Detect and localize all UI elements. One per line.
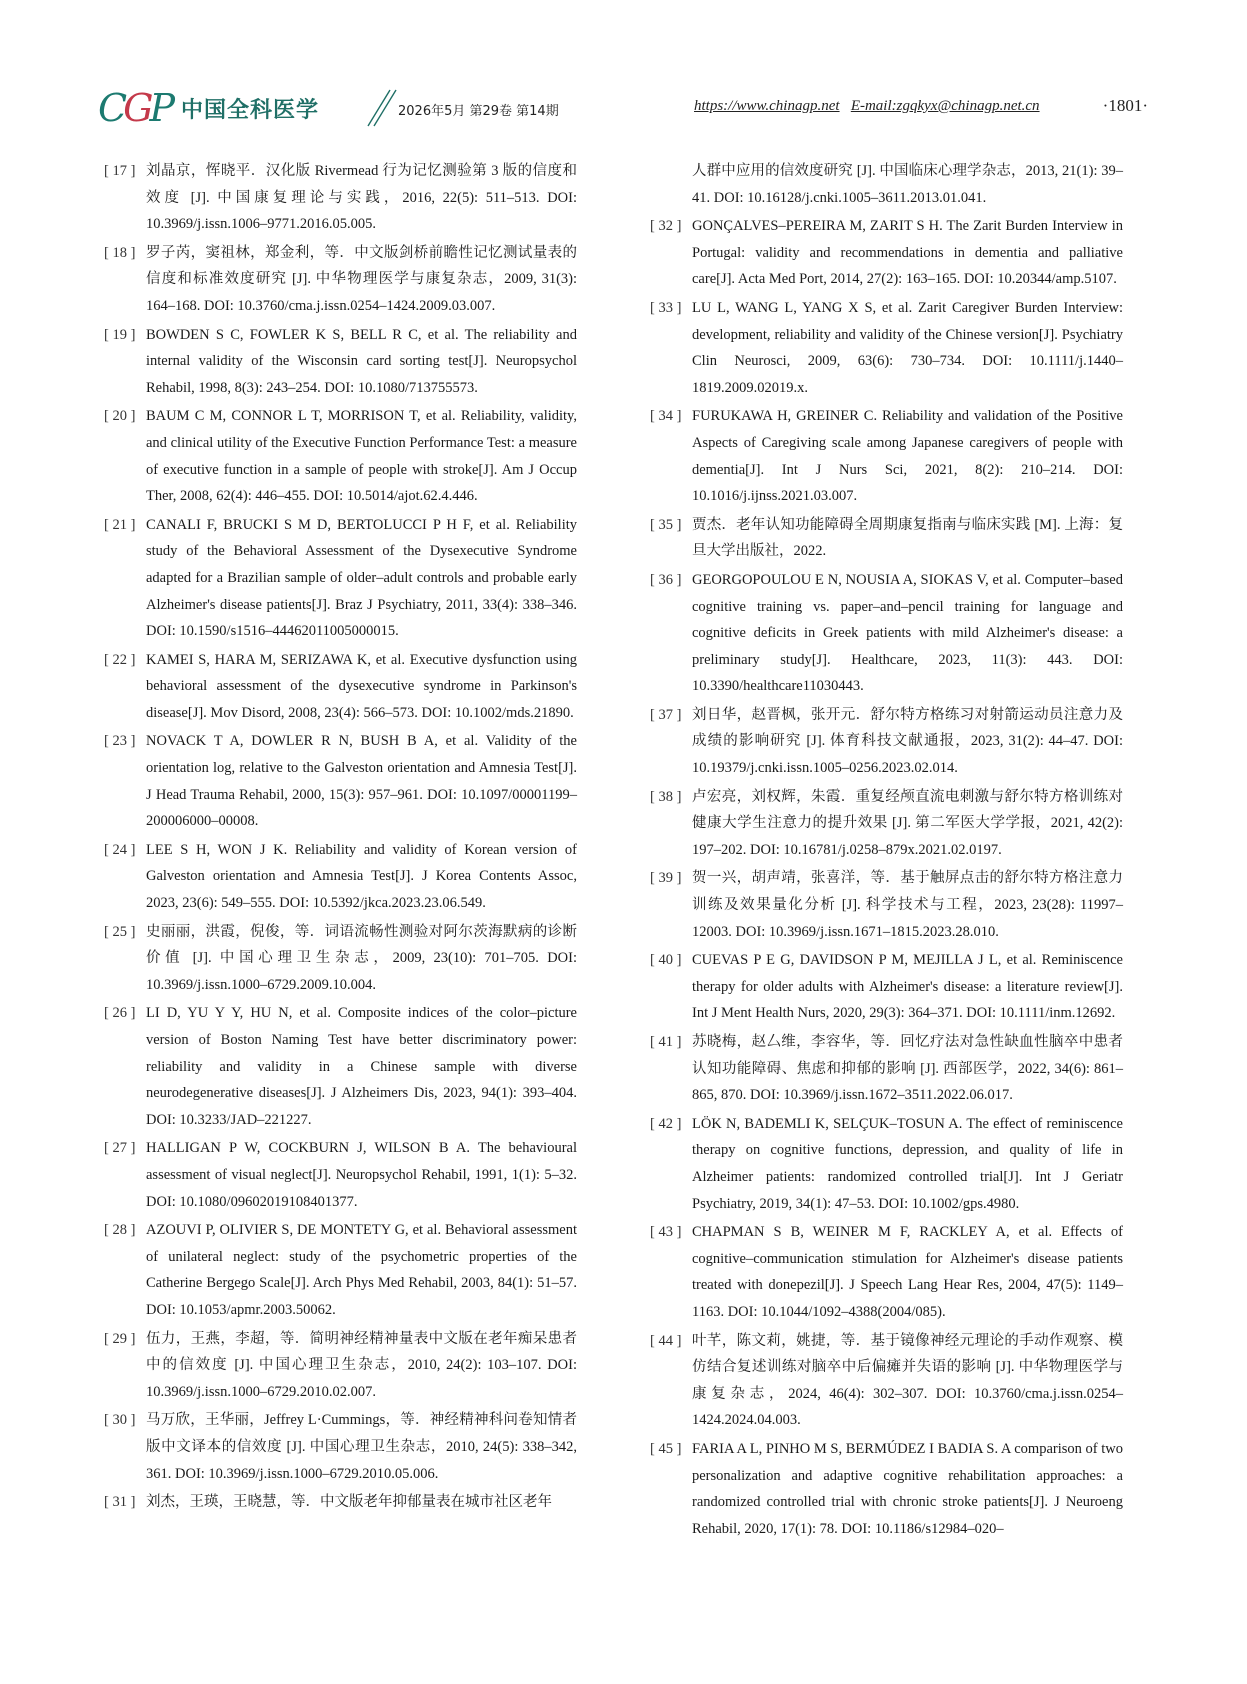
reference-item <box>104 1000 577 1133</box>
reference-number: [ 21 ] <box>104 516 136 533</box>
reference-text: 罗子芮，窦祖林，郑金利，等．中文版剑桥前瞻性记忆测试量表的信度和标准效度研究 [J]. 中华物理医学与康复杂志，2009, 31(3): 164–168. DOI: 10.3760/cma.j.issn.0254–1424.2009.03.007. <box>146 244 577 314</box>
reference-number: [ 24 ] <box>104 841 136 858</box>
reference-text: 贾杰．老年认知功能障碍全周期康复指南与临床实践 [M]. 上海：复旦大学出版社，2022. <box>692 516 1123 560</box>
reference-text: FARIA A L, PINHO M S, BERMÚDEZ I BADIA S. A comparison of two personalization and adaptive cognitive rehabilitation approaches: a randomized controlled trial with chronic stroke patients[J]. J Neuroeng Rehabil, 2020, 17(1): 78. DOI: 10.1186/s12984–020– <box>692 1440 1123 1537</box>
reference-text: 马万欣，王华丽，Jeffrey L·Cummings，等．神经精神科问卷知情者版中文译本的信效度 [J]. 中国心理卫生杂志，2010, 24(5): 338–342, 361. DOI: 10.3969/j.issn.1000–6729.2010.05.006. <box>146 1412 577 1482</box>
reference-text: 人群中应用的信效度研究 [J]. 中国临床心理学杂志，2013, 21(1): 39–41. DOI: 10.16128/j.cnki.1005–3611.2013.01.041. <box>692 163 1123 206</box>
reference-column-right <box>650 158 1123 1544</box>
reference-item <box>650 947 1123 1027</box>
reference-item <box>650 403 1123 509</box>
reference-item <box>650 784 1123 864</box>
reference-number: [ 23 ] <box>104 733 136 750</box>
reference-number: [ 22 ] <box>104 651 136 668</box>
page-number: ·1801· <box>1102 96 1148 115</box>
reference-text: 刘日华，赵晋枫，张开元．舒尔特方格练习对射箭运动员注意力及成绩的影响研究 [J]. 体育科技文献通报，2023, 31(2): 44–47. DOI: 10.19379/j.cnki.issn.1005–0256.2023.02.014. <box>692 706 1123 777</box>
website-link[interactable]: https://www.chinagp.net <box>694 98 840 114</box>
reference-text: 苏晓梅，赵厶维，李容华，等．回忆疗法对急性缺血性脑卒中患者认知功能障碍、焦虑和抑郁的影响 [J]. 西部医学，2022, 34(6): 861–865, 870. DOI: 10.3969/j.issn.1672–3511.2022.06.017. <box>692 1034 1123 1104</box>
reference-item <box>104 1326 577 1406</box>
reference-item <box>650 295 1123 401</box>
reference-text: 史丽丽，洪霞，倪俊，等．词语流畅性测验对阿尔茨海默病的诊断价值 [J]. 中国心理卫生杂志，2009, 23(10): 701–705. DOI: 10.3969/j.issn.1000–6729.2009.10.004. <box>146 923 577 993</box>
page-header <box>98 86 1148 132</box>
reference-text: CHAPMAN S B, WEINER M F, RACKLEY A, et al. Effects of cognitive–communication stimulation for Alzheimer's disease patients treated with donepezil[J]. J Speech Lang Hear Res, 2004, 47(5): 1149–1163. DOI: 10.1044/1092–4388(2004/085). <box>692 1224 1123 1320</box>
reference-item <box>104 403 577 509</box>
reference-number: [ 39 ] <box>650 870 682 887</box>
reference-number: [ 26 ] <box>104 1005 136 1022</box>
reference-text: CUEVAS P E G, DAVIDSON P M, MEJILLA J L, et al. Reminiscence therapy for older adults with Alzheimer's disease: a literature review[J]. Int J Ment Health Nurs, 2020, 29(3): 364–371. DOI: 10.1111/inm.12692. <box>692 952 1123 1022</box>
journal-name: 中国全科医学 <box>181 97 320 123</box>
reference-item <box>650 1111 1123 1217</box>
reference-item <box>650 1029 1123 1109</box>
reference-text: NOVACK T A, DOWLER R N, BUSH B A, et al. Validity of the orientation log, relative to the Galveston orientation and Amnesia Test[J]. J Head Trauma Rehabil, 2000, 15(3): 957–961. DOI: 10.1097/00001199–200006000–00008. <box>146 733 577 830</box>
reference-item <box>650 1219 1123 1325</box>
reference-number: [ 41 ] <box>650 1034 682 1050</box>
reference-continuation <box>650 158 1123 211</box>
reference-number: [ 33 ] <box>650 299 682 316</box>
reference-text: KAMEI S, HARA M, SERIZAWA K, et al. Executive dysfunction using behavioral assessment of the dysexecutive syndrome in Parkinson's disease[J]. Mov Disord, 2008, 23(4): 566–573. DOI: 10.1002/mds.21890. <box>146 651 577 721</box>
reference-item <box>650 702 1123 782</box>
reference-item <box>650 567 1123 700</box>
reference-number: [ 25 ] <box>104 923 136 940</box>
reference-number: [ 44 ] <box>650 1332 682 1349</box>
logo-mark: CGP <box>98 86 172 130</box>
reference-text: 叶芊，陈文莉，姚捷，等．基于镜像神经元理论的手动作观察、模仿结合复述训练对脑卒中后偏瘫并失语的影响 [J]. 中华物理医学与康复杂志，2024, 46(4): 302–307. DOI: 10.3760/cma.j.issn.0254–1424.2024.04.003. <box>692 1332 1123 1429</box>
reference-item <box>104 1489 577 1516</box>
reference-text: GONÇALVES–PEREIRA M, ZARIT S H. The Zarit Burden Interview in Portugal: validity and recommendations in dementia and palliative care[J]. Acta Med Port, 2014, 27(2): 163–165. DOI: 10.20344/amp.5107. <box>692 218 1123 288</box>
reference-text: LI D, YU Y Y, HU N, et al. Composite indices of the color–picture version of Boston Naming Test have better discriminatory power: reliability and validity in a Chinese sample with diverse neurodegenerative diseases[J]. J Alzheimers Dis, 2023, 94(1): 393–404. DOI: 10.3233/JAD–221227. <box>146 1005 577 1128</box>
reference-item <box>104 728 577 834</box>
reference-column-left <box>104 158 577 1518</box>
reference-item <box>104 512 577 645</box>
reference-item <box>650 512 1123 565</box>
reference-text: 卢宏亮，刘权辉，朱霞．重复经颅直流电刺激与舒尔特方格训练对健康大学生注意力的提升效果 [J]. 第二军医大学学报，2021, 42(2): 197–202. DOI: 10.16781/j.0258–879x.2021.02.0197. <box>692 788 1123 858</box>
reference-number: [ 20 ] <box>104 408 136 425</box>
reference-item <box>104 647 577 727</box>
reference-text: CANALI F, BRUCKI S M D, BERTOLUCCI P H F, et al. Reliability study of the Behavioral Assessment of the Dysexecutive Syndrome adapted for a Brazilian sample of older–adult controls and probable early Alzheimer's disease patients[J]. Braz J Psychiatry, 2011, 33(4): 338–346. DOI: 10.1590/s1516–44462011005000015. <box>146 516 577 640</box>
reference-number: [ 17 ] <box>104 163 136 179</box>
reference-number: [ 37 ] <box>650 706 682 723</box>
reference-text: BAUM C M, CONNOR L T, MORRISON T, et al. Reliability, validity, and clinical utility of the Executive Function Performance Test: a measure of executive function in a sample of people with stroke[J]. Am J Occup Ther, 2008, 62(4): 446–455. DOI: 10.5014/ajot.62.4.446. <box>146 408 577 505</box>
reference-item <box>104 1217 577 1323</box>
reference-item <box>104 1407 577 1487</box>
journal-logo <box>98 88 319 128</box>
reference-number: [ 34 ] <box>650 408 682 425</box>
reference-text: LU L, WANG L, YANG X S, et al. Zarit Caregiver Burden Interview: development, reliability and validity of the Chinese version[J]. Psychiatry Clin Neurosci, 2009, 63(6): 730–734. DOI: 10.1111/j.1440–1819.2009.02019.x. <box>692 299 1123 396</box>
reference-number: [ 30 ] <box>104 1412 136 1429</box>
reference-item <box>104 322 577 402</box>
reference-item <box>104 837 577 917</box>
reference-item <box>104 240 577 320</box>
reference-text: 贺一兴，胡声靖，张喜洋，等．基于触屏点击的舒尔特方格注意力训练及效果量化分析 [J]. 科学技术与工程，2023, 23(28): 11997–12003. DOI: 10.3969/j.issn.1671–1815.2023.28.010. <box>692 870 1123 940</box>
reference-number: [ 31 ] <box>104 1494 136 1511</box>
header-divider-icon <box>360 86 400 130</box>
reference-number: [ 38 ] <box>650 788 682 805</box>
reference-number: [ 35 ] <box>650 516 682 533</box>
email-link[interactable]: E-mail:zgqkyx@chinagp.net.cn <box>850 98 1040 114</box>
reference-item <box>104 158 577 238</box>
reference-number: [ 28 ] <box>104 1222 136 1239</box>
reference-item <box>650 213 1123 293</box>
reference-number: [ 43 ] <box>650 1224 682 1241</box>
reference-number: [ 29 ] <box>104 1330 136 1347</box>
reference-number: [ 27 ] <box>104 1140 136 1157</box>
reference-item <box>104 1135 577 1215</box>
reference-text: BOWDEN S C, FOWLER K S, BELL R C, et al. The reliability and internal validity of the Wisconsin card sorting test[J]. Neuropsychol Rehabil, 1998, 8(3): 243–254. DOI: 10.1080/713755573. <box>146 326 577 396</box>
reference-item <box>650 1436 1123 1542</box>
reference-text: LÖK N, BADEMLI K, SELÇUK–TOSUN A. The effect of reminiscence therapy on cognitive functions, depression, and quality of life in Alzheimer patients: randomized controlled trial[J]. Int J Geriatr Psychiatry, 2019, 34(1): 47–53. DOI: 10.1002/gps.4980. <box>692 1115 1123 1212</box>
reference-number: [ 42 ] <box>650 1115 682 1132</box>
reference-number: [ 40 ] <box>650 952 682 969</box>
reference-text: 刘晶京，恽晓平．汉化版 Rivermead 行为记忆测验第 3 版的信度和效度 [J]. 中国康复理论与实践，2016, 22(5): 511–513. DOI: 10.3969/j.issn.1006–9771.2016.05.005. <box>146 163 577 233</box>
journal-contact <box>694 98 1040 115</box>
reference-text: HALLIGAN P W, COCKBURN J, WILSON B A. The behavioural assessment of visual neglect[J]. Neuropsychol Rehabil, 1991, 1(1): 5–32. DOI: 10.1080/09602019108401377. <box>146 1140 577 1210</box>
reference-text: FURUKAWA H, GREINER C. Reliability and validation of the Positive Aspects of Caregiving scale among Japanese caregivers of people with dementia[J]. Int J Nurs Sci, 2021, 8(2): 210–214. DOI: 10.1016/j.ijnss.2021.03.007. <box>692 408 1123 505</box>
reference-item <box>104 919 577 999</box>
reference-text: LEE S H, WON J K. Reliability and validity of Korean version of Galveston orientation and Amnesia Test[J]. J Korea Contents Assoc, 2023, 23(6): 549–555. DOI: 10.5392/jkca.2023.23.06.549. <box>146 841 577 912</box>
reference-number: [ 45 ] <box>650 1440 682 1457</box>
reference-text: 刘杰，王瑛，王晓慧，等．中文版老年抑郁量表在城市社区老年 <box>146 1494 552 1511</box>
issue-info: 2026年5月 第29卷 第14期 <box>398 104 559 119</box>
reference-text: 伍力，王燕，李超，等．简明神经精神量表中文版在老年痴呆患者中的信效度 [J]. 中国心理卫生杂志，2010, 24(2): 103–107. DOI: 10.3969/j.issn.1000–6729.2010.02.007. <box>146 1330 577 1400</box>
reference-item <box>650 1328 1123 1434</box>
reference-number: [ 19 ] <box>104 326 136 343</box>
reference-text: AZOUVI P, OLIVIER S, DE MONTETY G, et al. Behavioral assessment of unilateral neglect: study of the psychometric properties of the Catherine Bergego Scale[J]. Arch Phys Med Rehabil, 2003, 84(1): 51–57. DOI: 10.1053/apmr.2003.50062. <box>146 1222 577 1318</box>
reference-item <box>650 865 1123 945</box>
reference-number: [ 32 ] <box>650 218 682 235</box>
reference-number: [ 18 ] <box>104 244 136 261</box>
reference-text: GEORGOPOULOU E N, NOUSIA A, SIOKAS V, et al. Computer–based cognitive training vs. paper–and–pencil training for language and cognitive deficits in Greek patients with mild Alzheimer's disease: a preliminary study[J]. Healthcare, 2023, 11(3): 443. DOI: 10.3390/healthcare11030443. <box>692 571 1123 695</box>
reference-number: [ 36 ] <box>650 571 682 588</box>
